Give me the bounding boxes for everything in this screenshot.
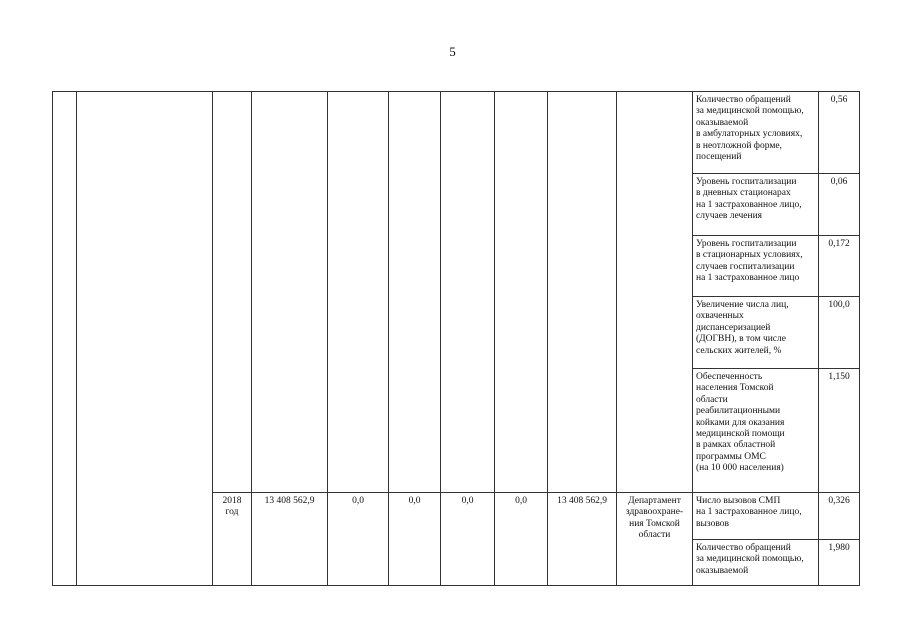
table-row xyxy=(53,92,860,174)
col-v3-cell xyxy=(441,92,495,493)
value-1-cell: 0,0 xyxy=(328,493,389,586)
col-v4-cell xyxy=(495,92,548,493)
indicator-text xyxy=(693,174,819,236)
indicator-label: Уровень госпитализации в дневных стационарах на 1 застрахованное лицо, случаев лечения xyxy=(696,177,802,222)
total-cell: 13 408 562,9 xyxy=(252,493,328,586)
indicator-label: Число вызовов СМП на 1 застрахованное лицо, вызовов xyxy=(696,496,802,529)
indicator-value: 0,06 xyxy=(819,174,860,236)
indicator-value: 0,172 xyxy=(819,236,860,297)
indicator-label: Уровень госпитализации в стационарных условиях, случаев госпитализации на 1 застрахованное лицо xyxy=(696,239,803,284)
department-label: Департамент здравоохране- ния Томской области xyxy=(625,496,684,541)
program-table xyxy=(52,91,860,586)
col-v5-cell xyxy=(548,92,617,493)
page-number: 5 xyxy=(449,44,456,59)
value-2-cell: 0,0 xyxy=(389,493,441,586)
indicator-value: 1,150 xyxy=(819,369,860,493)
indicator-value: 1,980 xyxy=(819,540,860,586)
indicator-text xyxy=(693,236,819,297)
col-v1-cell xyxy=(328,92,389,493)
indicator-text xyxy=(693,369,819,493)
indicator-value: 0,326 xyxy=(819,493,860,540)
col-number-cell xyxy=(53,92,77,586)
indicator-label: Обеспеченность населения Томской области реабилитационными койками для оказания медицинской помощи в рамках областной программы ОМС (на 10 000 населения) xyxy=(696,372,785,474)
indicator-text xyxy=(693,493,819,540)
indicator-text xyxy=(693,297,819,369)
col-name-cell xyxy=(77,92,213,586)
indicator-value: 100,0 xyxy=(819,297,860,369)
value-4-cell: 0,0 xyxy=(495,493,548,586)
indicator-label: Увеличение числа лиц, охваченных диспансеризацией (ДОГВН), в том числе сельских жителей, % xyxy=(696,300,789,356)
value-3-cell: 0,0 xyxy=(441,493,495,586)
department-cell xyxy=(617,493,693,586)
year-label: 2018 год xyxy=(222,496,242,518)
col-dept-cell xyxy=(617,92,693,493)
indicator-label: Количество обращений за медицинской помощью, оказываемой в амбулаторных условиях, в неотложной форме, посещений xyxy=(696,95,804,163)
col-total-cell xyxy=(252,92,328,493)
col-year-cell xyxy=(213,92,252,493)
indicator-text xyxy=(693,540,819,586)
indicator-label: Количество обращений за медицинской помощью, оказываемой xyxy=(696,543,804,576)
indicator-text xyxy=(693,92,819,174)
value-5-cell: 13 408 562,9 xyxy=(548,493,617,586)
col-v2-cell xyxy=(389,92,441,493)
indicator-value: 0,56 xyxy=(819,92,860,174)
year-cell xyxy=(213,493,252,586)
